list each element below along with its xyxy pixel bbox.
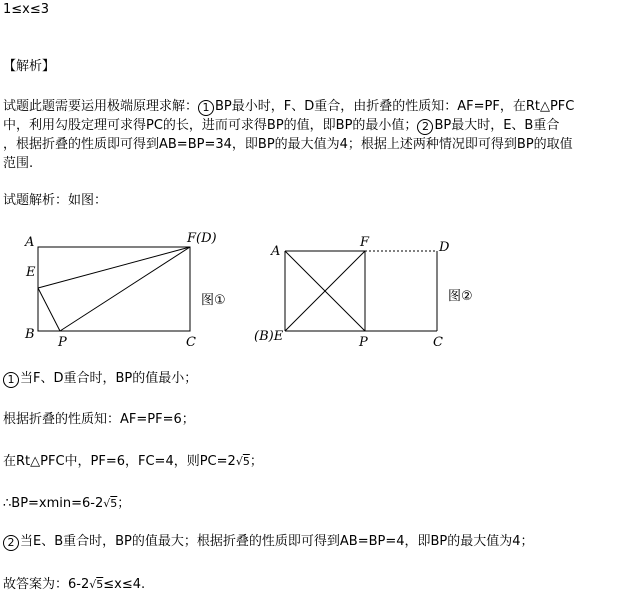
step-5	[3, 533, 534, 551]
analysis-case-1: BP最小时，F、D重合，由折叠的性质知：AF=PF，在Rt△PFC	[215, 99, 575, 114]
figure-2-label-C: C	[433, 335, 443, 350]
figure-1-label-E: E	[26, 265, 36, 280]
section-title: 【解析】	[3, 59, 56, 74]
figure-1-label-A: A	[25, 235, 35, 250]
figure-2-label-F: F	[360, 235, 370, 250]
step-4-end: ；	[117, 496, 131, 511]
answer-line: 1≤x≤3	[3, 2, 50, 17]
step-3-text: 在Rt△PFC中，PF=6，FC=4，则PC=2	[3, 454, 236, 469]
analysis-line-2	[3, 117, 559, 135]
figure-1-label-FD: F(D)	[187, 231, 217, 246]
analysis-line-2-text: 中，利用勾股定理可求得PC的长，进而可求得BP的值，即BP的最小值；	[3, 118, 418, 133]
analysis-line-3: ，根据折叠的性质即可得到AB=BP=34，即BP的最大值为4；根据上述两种情况即可得到BP的取值	[3, 137, 573, 152]
figure-1-line-PF	[60, 247, 190, 331]
figure-1-rectangle	[38, 247, 190, 331]
step-3-radicand: 5	[242, 455, 250, 468]
figure-2-label-D: D	[439, 240, 450, 255]
figure-1-caption: 图①	[201, 293, 226, 308]
circle-number-2: 2	[3, 535, 19, 551]
analysis-line-4: 范围.	[3, 156, 34, 171]
step-3	[3, 453, 263, 471]
sqrt-symbol: √	[89, 578, 97, 591]
figure-1-line-EP	[38, 288, 60, 331]
step-4	[3, 495, 130, 513]
figure-2-caption: 图②	[448, 289, 473, 304]
analysis-case-2: BP最大时，E、B重合	[434, 118, 560, 133]
solution-title: 试题解析：如图：	[3, 193, 108, 208]
step-3-end: ；	[249, 454, 263, 469]
step-1-text: 当F、D重合时，BP的值最小；	[20, 371, 198, 386]
final-radicand: 5	[96, 578, 104, 591]
figure-2-label-BE: (B)E	[254, 329, 284, 344]
figure-2-label-P: P	[359, 335, 368, 350]
analysis-line-1	[3, 98, 574, 116]
figure-1-label-B: B	[25, 327, 35, 342]
figure-1-label-C: C	[186, 335, 196, 350]
step-4-text: ∴BP=xmin=6-2	[3, 496, 104, 511]
circle-number-1: 1	[3, 372, 19, 388]
circle-number-2: 2	[417, 119, 433, 135]
final-answer-text: 故答案为：6-2	[3, 577, 90, 592]
final-answer-end: ≤x≤4.	[103, 577, 146, 592]
sqrt-symbol: √	[235, 455, 243, 468]
step-4-radicand: 5	[110, 497, 118, 510]
figure-1-line-EF	[38, 247, 190, 288]
figure-1-label-P: P	[58, 335, 67, 350]
figure-2-diagram	[252, 228, 512, 353]
step-1	[3, 370, 197, 388]
step-5-text: 当E、B重合时，BP的值最大；根据折叠的性质即可得到AB=BP=4，即BP的最大值为4；	[20, 534, 534, 549]
figure-2-label-A: A	[271, 244, 281, 259]
final-answer	[3, 576, 145, 594]
circle-number-1: 1	[198, 100, 214, 116]
analysis-intro: 试题此题需要运用极端原理求解：	[3, 99, 199, 114]
step-2: 根据折叠的性质知：AF=PF=6；	[3, 412, 195, 427]
figure-1-diagram	[20, 228, 250, 353]
sqrt-symbol: √	[103, 497, 111, 510]
